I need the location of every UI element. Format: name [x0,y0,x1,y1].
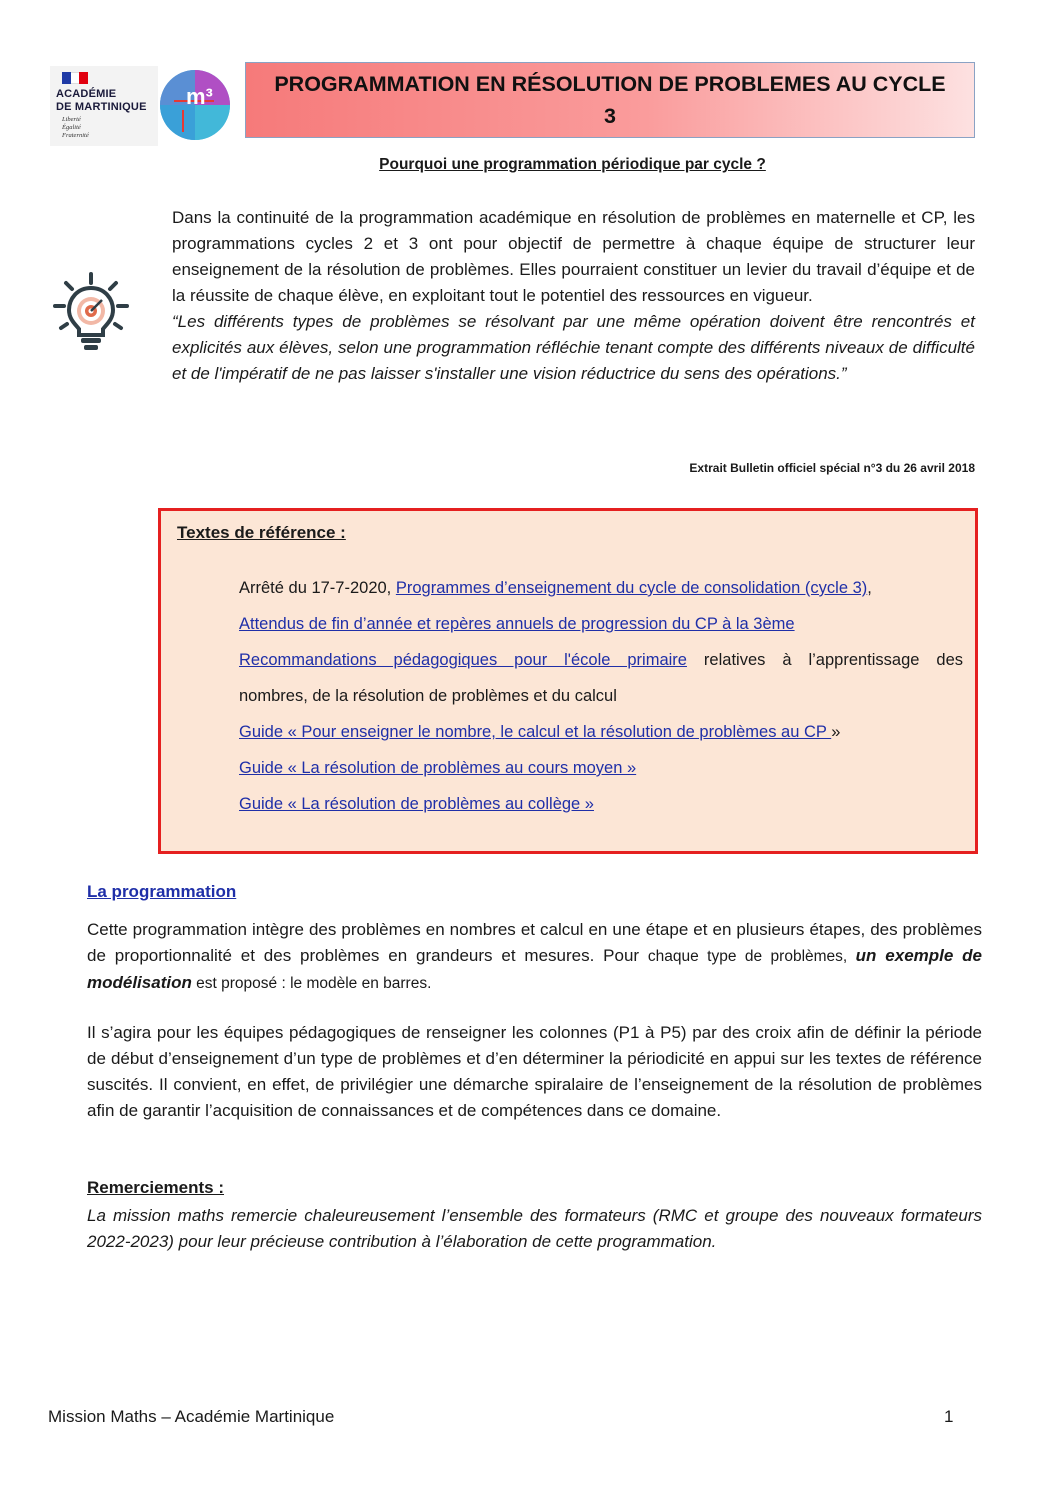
references-list [239,570,963,822]
reference-item-recommandations-cont: nombres, de la résolution de problèmes et du calcul [239,687,617,705]
arrete-suffix: , [867,579,872,597]
reference-item-arrete [239,570,963,606]
programmation-paragraph-1 [87,917,982,997]
section-subtitle: Pourquoi une programmation périodique par cycle ? [379,156,766,173]
programmation-p1-part2: chaque type de problèmes, [647,948,856,965]
logo-motto-1: Liberté [62,116,81,123]
logo-line-1: ACADÉMIE [56,88,117,100]
reference-item-guide-college [239,786,963,822]
intro-block [172,205,975,387]
attendus-link[interactable]: Attendus de fin d’année et repères annuels de progression du CP à la 3ème [239,615,795,633]
recommandations-link[interactable]: Recommandations pédagogiques pour l'école primaire [239,651,687,669]
guide-cp-link[interactable]: Guide « Pour enseigner le nombre, le calcul et la résolution de problèmes au CP [239,723,832,741]
references-box [158,508,978,854]
reference-item-attendus [239,606,963,642]
flag-icon [62,72,88,84]
programmation-paragraph-2: Il s’agira pour les équipes pédagogiques de renseigner les colonnes (P1 à P5) par des croix afin de définir la période de début d’enseignement d’un type de problèmes et d’en déterminer la périodicité en appui sur les textes de référence suscités. Il convient, en effet, de privilégier une démarche spiralaire de l’enseignement de la résolution de problèmes afin de garantir l’acquisition de connaissances et de compétences dans ce domaine. [87,1023,982,1120]
programmation-link[interactable]: La programmation [87,882,237,901]
lightbulb-target-icon [52,272,130,352]
recommandations-suffix: relatives à l’apprentissage des [686,651,964,669]
page-number: 1 [944,1407,954,1426]
page-title: PROGRAMMATION EN RÉSOLUTION DE PROBLEMES AU CYCLE 3 [274,72,946,128]
mission-maths-m3-logo [160,70,230,140]
references-title: Textes de référence : [177,523,346,542]
logo-motto-3: Fraternité [62,132,89,139]
remerciements-title: Remerciements : [87,1178,225,1197]
programmation-p1-part1: Cette programmation intègre des problèmes en nombres et calcul en une étape et en plusieurs étapes, des problèmes de proportionnalité et des problèmes en grandeurs et mesures. Pour [87,920,982,965]
academie-martinique-logo [50,66,158,146]
reference-item-recommandations [239,642,963,678]
m3-logo-text: m³ [186,84,213,109]
intro-quote: “Les différents types de problèmes se résolvant par une même opération doivent être rencontrés et explicités aux élèves, selon une programmation réfléchie tenant compte des différents niveaux de difficulté et de l'impératif de ne pas laisser s'installer une vision réductrice du sens des opérations.” [172,312,975,383]
reference-item-guide-cm [239,750,963,786]
modelisation-emphasis: un exemple de modélisation [87,946,982,992]
guide-cm-link[interactable]: Guide « La résolution de problèmes au cours moyen » [239,759,637,777]
logo-line-2: DE MARTINIQUE [56,101,147,113]
programmation-p1-part3: est proposé : le modèle en barres. [191,975,432,992]
guide-college-link[interactable]: Guide « La résolution de problèmes au collège » [239,795,594,813]
reference-item-guide-cp [239,714,963,750]
quote-source: Extrait Bulletin officiel spécial n°3 du 26 avril 2018 [689,461,975,475]
programmes-cycle3-link[interactable]: Programmes d’enseignement du cycle de consolidation (cycle 3) [395,579,868,597]
title-box [245,62,975,138]
guide-cp-suffix: » [831,723,841,741]
footer-text: Mission Maths – Académie Martinique [48,1407,335,1426]
intro-paragraph: Dans la continuité de la programmation académique en résolution de problèmes en maternelle et CP, les programmations cycles 2 et 3 ont pour objectif de permettre à chaque équipe de structurer leur enseignement de la résolution de problèmes. Elles pourraient constituer un levier du travail d’équipe et de la réussite de chaque élève, en exploitant tout le potentiel des ressources en vigueur. [172,208,975,305]
logo-motto-2: Égalité [62,124,81,131]
arrete-prefix: Arrêté du 17-7-2020, [239,579,396,597]
remerciements-text: La mission maths remercie chaleureusement l’ensemble des formateurs (RMC et groupe des nouveaux formateurs 2022-2023) pour leur précieuse contribution à l’élaboration de cette programmation. [87,1206,982,1251]
